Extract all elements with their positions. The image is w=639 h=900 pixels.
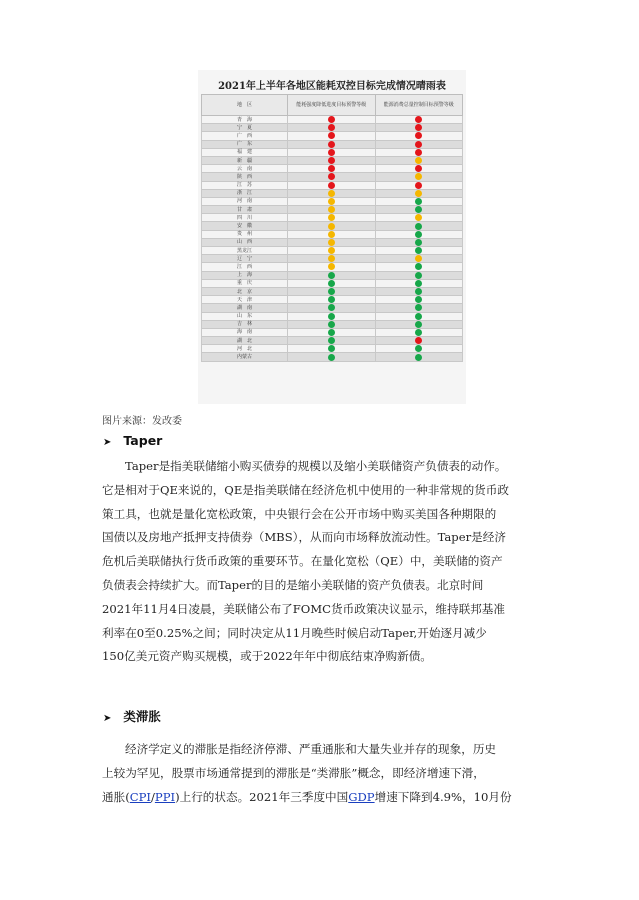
intensity-level-cell — [288, 189, 376, 197]
region-cell: 贵 州 — [202, 230, 288, 238]
intensity-level-cell — [288, 132, 376, 140]
total-level-cell — [375, 296, 463, 304]
total-level-cell — [375, 247, 463, 255]
table-row — [202, 148, 463, 156]
table-row — [202, 116, 463, 124]
region-cell: 江 西 — [202, 263, 288, 271]
region-cell: 宁 夏 — [202, 124, 288, 132]
yellow-warning-dot-icon — [415, 255, 422, 262]
stagflation-text: 增速下降到4.9%，10月份 — [374, 789, 512, 804]
intensity-level-cell — [288, 345, 376, 353]
red-warning-dot-icon — [415, 141, 422, 148]
region-cell: 江 苏 — [202, 181, 288, 189]
table-row — [202, 353, 463, 361]
table-row — [202, 181, 463, 189]
stagflation-text: / — [150, 789, 155, 804]
total-level-cell — [375, 124, 463, 132]
taper-line: 2021年11月4日凌晨，美联储公布了FOMC货币政策决议显示，维持联邦基准 — [102, 601, 505, 616]
table-row — [202, 124, 463, 132]
red-warning-dot-icon — [328, 173, 335, 180]
total-level-cell — [375, 173, 463, 181]
total-level-cell — [375, 214, 463, 222]
intensity-level-cell — [288, 255, 376, 263]
header-intensity: 能耗强度降低进度目标预警等级 — [288, 95, 376, 116]
total-level-cell — [375, 222, 463, 230]
section-heading-text: 类滞胀 — [123, 709, 161, 724]
taper-line: 策工具，也就是量化宽松政策，中央银行会在公开市场中购买美国各种期限的 — [102, 506, 497, 521]
total-level-cell — [375, 337, 463, 345]
green-warning-dot-icon — [415, 223, 422, 230]
total-level-cell — [375, 181, 463, 189]
region-cell: 河 南 — [202, 197, 288, 205]
green-warning-dot-icon — [415, 329, 422, 336]
rating-table-body — [202, 116, 463, 362]
green-warning-dot-icon — [328, 313, 335, 320]
green-warning-dot-icon — [415, 313, 422, 320]
taper-line: 150亿美元资产购买规模，或于2022年年中彻底结束净购新债。 — [102, 649, 432, 664]
arrow-bullet-icon: ➤ — [103, 713, 112, 724]
region-cell: 黑龙江 — [202, 247, 288, 255]
table-row — [202, 296, 463, 304]
region-cell: 甘 肃 — [202, 206, 288, 214]
table-row — [202, 247, 463, 255]
table-row — [202, 279, 463, 287]
table-row — [202, 255, 463, 263]
intensity-level-cell — [288, 271, 376, 279]
intensity-level-cell — [288, 230, 376, 238]
red-warning-dot-icon — [328, 157, 335, 164]
region-cell: 山 东 — [202, 312, 288, 320]
figure-title: 2021年上半年各地区能耗双控目标完成情况晴雨表 — [218, 81, 446, 92]
total-level-cell — [375, 197, 463, 205]
table-row — [202, 165, 463, 173]
intensity-level-cell — [288, 328, 376, 336]
table-row — [202, 263, 463, 271]
total-level-cell — [375, 156, 463, 164]
region-cell: 辽 宁 — [202, 255, 288, 263]
red-warning-dot-icon — [328, 132, 335, 139]
intensity-level-cell — [288, 296, 376, 304]
region-cell: 河 北 — [202, 345, 288, 353]
intensity-level-cell — [288, 279, 376, 287]
intensity-level-cell — [288, 304, 376, 312]
green-warning-dot-icon — [415, 288, 422, 295]
intensity-level-cell — [288, 116, 376, 124]
intensity-level-cell — [288, 238, 376, 246]
green-warning-dot-icon — [415, 239, 422, 246]
green-warning-dot-icon — [415, 263, 422, 270]
table-row — [202, 271, 463, 279]
region-cell: 广 东 — [202, 140, 288, 148]
total-level-cell — [375, 320, 463, 328]
green-warning-dot-icon — [328, 354, 335, 361]
green-warning-dot-icon — [328, 288, 335, 295]
yellow-warning-dot-icon — [328, 247, 335, 254]
stagflation-text: )上行的状态。2021年三季度中国 — [175, 789, 349, 804]
red-warning-dot-icon — [415, 165, 422, 172]
taper-line: 它是相对于QE来说的，QE是指美联储在经济危机中使用的一种非常规的货币政 — [102, 482, 509, 497]
green-warning-dot-icon — [415, 206, 422, 213]
intensity-level-cell — [288, 206, 376, 214]
region-cell: 广 西 — [202, 132, 288, 140]
gdp-link[interactable]: GDP — [348, 789, 375, 804]
energy-control-figure — [198, 70, 466, 404]
red-warning-dot-icon — [328, 141, 335, 148]
table-row — [202, 304, 463, 312]
yellow-warning-dot-icon — [328, 214, 335, 221]
table-row — [202, 222, 463, 230]
region-cell: 湖 南 — [202, 304, 288, 312]
total-level-cell — [375, 206, 463, 214]
total-level-cell — [375, 189, 463, 197]
intensity-level-cell — [288, 312, 376, 320]
yellow-warning-dot-icon — [328, 263, 335, 270]
total-level-cell — [375, 287, 463, 295]
intensity-level-cell — [288, 263, 376, 271]
taper-line: 危机后美联储执行货币政策的重要环节。在量化宽松（QE）中，美联储的资产 — [102, 554, 503, 569]
region-cell: 内蒙古 — [202, 353, 288, 361]
yellow-warning-dot-icon — [415, 157, 422, 164]
region-cell: 天 津 — [202, 296, 288, 304]
section-heading-stagflation — [103, 707, 161, 725]
section-heading-taper — [103, 433, 162, 448]
energy-rating-table — [201, 94, 463, 362]
intensity-level-cell — [288, 222, 376, 230]
red-warning-dot-icon — [415, 337, 422, 344]
header-total: 能源消费总量控制目标预警等级 — [375, 95, 463, 116]
table-row — [202, 238, 463, 246]
green-warning-dot-icon — [328, 345, 335, 352]
taper-paragraph — [102, 455, 552, 669]
taper-line: 负债表会持续扩大。而Taper的目的是缩小美联储的资产负债表。北京时间 — [102, 577, 484, 592]
red-warning-dot-icon — [415, 132, 422, 139]
table-row — [202, 197, 463, 205]
intensity-level-cell — [288, 173, 376, 181]
table-row — [202, 189, 463, 197]
total-level-cell — [375, 304, 463, 312]
table-row — [202, 156, 463, 164]
yellow-warning-dot-icon — [415, 190, 422, 197]
red-warning-dot-icon — [415, 124, 422, 131]
yellow-warning-dot-icon — [328, 223, 335, 230]
green-warning-dot-icon — [415, 280, 422, 287]
region-cell: 湖 北 — [202, 337, 288, 345]
total-level-cell — [375, 263, 463, 271]
table-row — [202, 173, 463, 181]
taper-line: 利率在0至0.25%之间；同时决定从11月晚些时候启动Taper,开始逐月减少 — [102, 625, 487, 640]
intensity-level-cell — [288, 337, 376, 345]
region-cell: 浙 江 — [202, 189, 288, 197]
red-warning-dot-icon — [328, 165, 335, 172]
ppi-link[interactable]: PPI — [154, 789, 176, 804]
green-warning-dot-icon — [415, 231, 422, 238]
header-region: 地 区 — [202, 95, 288, 116]
table-row — [202, 312, 463, 320]
intensity-level-cell — [288, 181, 376, 189]
total-level-cell — [375, 116, 463, 124]
red-warning-dot-icon — [328, 124, 335, 131]
region-cell: 四 川 — [202, 214, 288, 222]
table-row — [202, 345, 463, 353]
region-cell: 新 疆 — [202, 156, 288, 164]
taper-line: 国债以及房地产抵押支持债券（MBS），从而向市场释放流动性。Taper是经济 — [102, 530, 506, 545]
yellow-warning-dot-icon — [415, 173, 422, 180]
intensity-level-cell — [288, 214, 376, 222]
green-warning-dot-icon — [415, 345, 422, 352]
green-warning-dot-icon — [415, 354, 422, 361]
total-level-cell — [375, 165, 463, 173]
region-cell: 北 京 — [202, 287, 288, 295]
taper-line: Taper是指美联储缩小购买债券的规模以及缩小美联储资产负债表的动作。 — [125, 459, 507, 473]
region-cell: 云 南 — [202, 165, 288, 173]
figure-caption: 图片来源：发改委 — [102, 416, 182, 427]
table-row — [202, 132, 463, 140]
total-level-cell — [375, 255, 463, 263]
green-warning-dot-icon — [415, 321, 422, 328]
stagflation-line — [102, 786, 552, 810]
intensity-level-cell — [288, 197, 376, 205]
total-level-cell — [375, 230, 463, 238]
table-row — [202, 328, 463, 336]
green-warning-dot-icon — [415, 296, 422, 303]
table-row — [202, 337, 463, 345]
total-level-cell — [375, 148, 463, 156]
total-level-cell — [375, 279, 463, 287]
region-cell: 上 海 — [202, 271, 288, 279]
region-cell: 重 庆 — [202, 279, 288, 287]
intensity-level-cell — [288, 287, 376, 295]
green-warning-dot-icon — [328, 321, 335, 328]
table-row — [202, 140, 463, 148]
green-warning-dot-icon — [328, 304, 335, 311]
yellow-warning-dot-icon — [328, 255, 335, 262]
intensity-level-cell — [288, 156, 376, 164]
table-row — [202, 320, 463, 328]
total-level-cell — [375, 312, 463, 320]
total-level-cell — [375, 140, 463, 148]
intensity-level-cell — [288, 353, 376, 361]
total-level-cell — [375, 345, 463, 353]
section-heading-text: Taper — [123, 433, 163, 448]
cpi-link[interactable]: CPI — [129, 789, 151, 804]
stagflation-line: 上较为罕见，股票市场通常提到的滞胀是“类滞胀”概念，即经济增速下滑， — [102, 765, 485, 780]
intensity-level-cell — [288, 148, 376, 156]
region-cell: 福 建 — [202, 148, 288, 156]
region-cell: 吉 林 — [202, 320, 288, 328]
green-warning-dot-icon — [328, 329, 335, 336]
red-warning-dot-icon — [415, 182, 422, 189]
stagflation-line: 经济学定义的滞胀是指经济停滞、严重通胀和大量失业并存的现象，历史 — [125, 742, 497, 756]
yellow-warning-dot-icon — [328, 231, 335, 238]
table-row — [202, 230, 463, 238]
table-row — [202, 214, 463, 222]
total-level-cell — [375, 353, 463, 361]
green-warning-dot-icon — [328, 280, 335, 287]
intensity-level-cell — [288, 320, 376, 328]
green-warning-dot-icon — [328, 296, 335, 303]
red-warning-dot-icon — [415, 116, 422, 123]
green-warning-dot-icon — [328, 337, 335, 344]
intensity-level-cell — [288, 165, 376, 173]
arrow-bullet-icon: ➤ — [103, 437, 112, 448]
red-warning-dot-icon — [415, 149, 422, 156]
region-cell: 山 西 — [202, 238, 288, 246]
region-cell: 青 海 — [202, 116, 288, 124]
table-row — [202, 206, 463, 214]
stagflation-text: 通胀( — [102, 789, 130, 804]
yellow-warning-dot-icon — [328, 206, 335, 213]
total-level-cell — [375, 271, 463, 279]
total-level-cell — [375, 132, 463, 140]
region-cell: 陕 西 — [202, 173, 288, 181]
yellow-warning-dot-icon — [328, 239, 335, 246]
green-warning-dot-icon — [415, 304, 422, 311]
yellow-warning-dot-icon — [415, 214, 422, 221]
yellow-warning-dot-icon — [328, 198, 335, 205]
red-warning-dot-icon — [328, 182, 335, 189]
yellow-warning-dot-icon — [328, 190, 335, 197]
green-warning-dot-icon — [415, 272, 422, 279]
region-cell: 安 徽 — [202, 222, 288, 230]
stagflation-paragraph — [102, 738, 552, 809]
intensity-level-cell — [288, 247, 376, 255]
intensity-level-cell — [288, 140, 376, 148]
red-warning-dot-icon — [328, 149, 335, 156]
region-cell: 海 南 — [202, 328, 288, 336]
table-row — [202, 287, 463, 295]
red-warning-dot-icon — [328, 116, 335, 123]
total-level-cell — [375, 328, 463, 336]
total-level-cell — [375, 238, 463, 246]
intensity-level-cell — [288, 124, 376, 132]
green-warning-dot-icon — [328, 272, 335, 279]
green-warning-dot-icon — [415, 198, 422, 205]
green-warning-dot-icon — [415, 247, 422, 254]
